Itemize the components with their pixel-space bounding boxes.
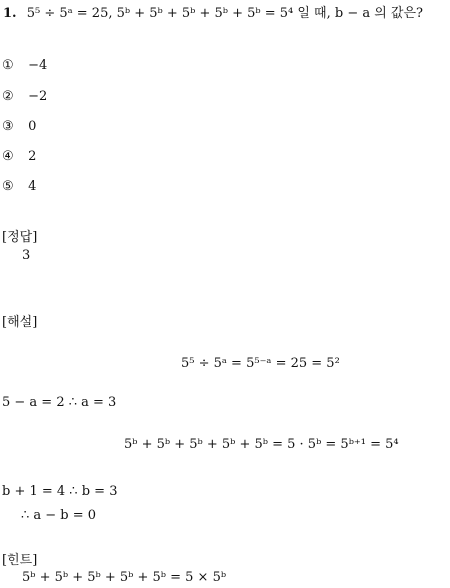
option-1[interactable] [2, 58, 47, 73]
option-marker: ① [2, 58, 14, 73]
question-number: 1. [3, 6, 17, 21]
option-5[interactable] [2, 179, 36, 194]
option-value: 4 [28, 179, 37, 194]
option-3[interactable] [2, 119, 36, 134]
hint-text: 5ᵇ + 5ᵇ + 5ᵇ + 5ᵇ + 5ᵇ = 5 × 5ᵇ [22, 570, 227, 585]
option-value: 0 [28, 119, 37, 134]
option-marker: ④ [2, 149, 14, 164]
question-text: 5⁵ ÷ 5ᵃ = 25, 5ᵇ + 5ᵇ + 5ᵇ + 5ᵇ + 5ᵇ = 5⁴ 일 때, b − a 의 값은? [26, 6, 424, 21]
question [3, 2, 423, 21]
option-2[interactable] [2, 89, 47, 104]
solution-equation-2: 5ᵇ + 5ᵇ + 5ᵇ + 5ᵇ + 5ᵇ = 5 · 5ᵇ = 5ᵇ⁺¹ = 5⁴ [124, 437, 399, 452]
solution-step-2: b + 1 = 4 ∴ b = 3 [2, 484, 118, 499]
option-value: 2 [28, 149, 37, 164]
option-value: −4 [28, 58, 48, 73]
option-value: −2 [28, 89, 48, 104]
option-marker: ② [2, 89, 14, 104]
solution-conclusion: ∴ a − b = 0 [21, 508, 97, 523]
option-4[interactable] [2, 149, 36, 164]
answer-label: [정답] [2, 230, 38, 245]
solution-equation-1: 5⁵ ÷ 5ᵃ = 5⁵⁻ᵃ = 25 = 5² [181, 356, 340, 371]
option-marker: ⑤ [2, 179, 14, 194]
option-marker: ③ [2, 119, 14, 134]
hint-label: [힌트] [2, 553, 38, 568]
solution-label: [해설] [2, 315, 38, 330]
solution-step-1: 5 − a = 2 ∴ a = 3 [2, 395, 117, 410]
answer-value: 3 [22, 248, 31, 263]
